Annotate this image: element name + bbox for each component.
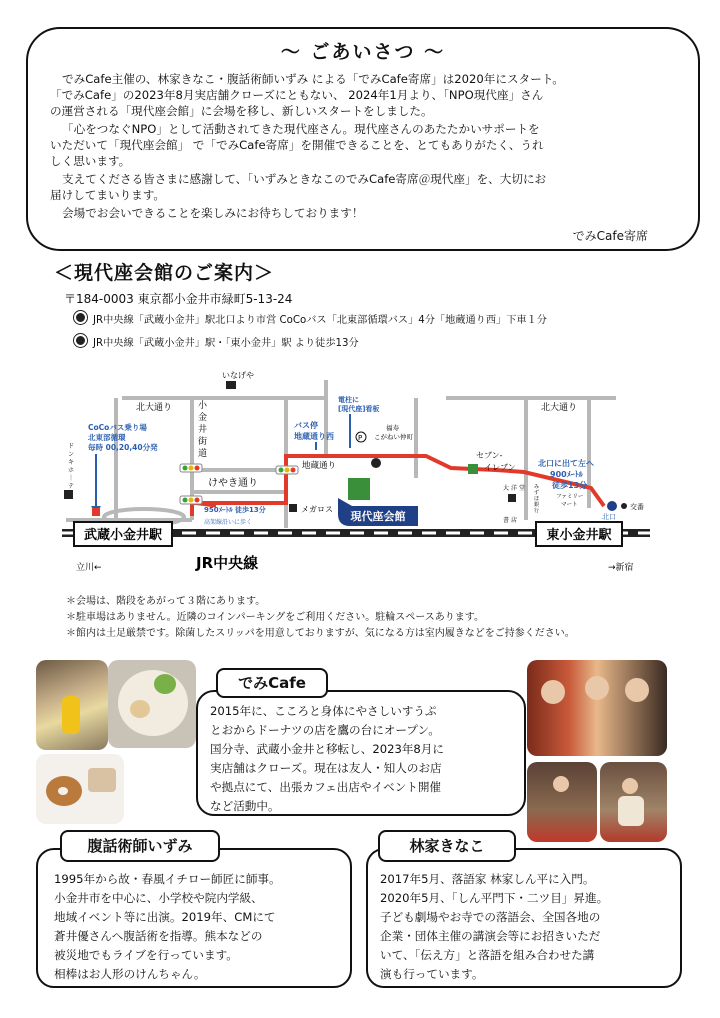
access-text: JR中央線「武蔵小金井」駅北口より市営 CoCoバス「北東部循環バス」4分「地蔵通り西」下車１分 [93, 315, 547, 326]
label-line: 福寿 [386, 424, 399, 432]
donut-hole [58, 787, 68, 795]
takagaki-note: 高架線沿いに歩く [204, 519, 253, 526]
label-char: ド [68, 443, 75, 450]
kinako-line: 2020年5月、「しん平門下・二ツ目」昇進。 [380, 891, 609, 905]
salad-shape [154, 674, 176, 694]
light [189, 498, 194, 503]
donki-marker [64, 490, 73, 499]
rakugo-photo [600, 762, 667, 842]
face-shape [541, 680, 565, 704]
greeting-line: の運営される「現代座会館」に会場を移し、新しいスタートをしました。 [50, 104, 433, 118]
label-line: 北口に出て左へ [538, 459, 594, 468]
inageya-label: いなげや [222, 371, 254, 380]
demi-cafe-line: 実店舗はクローズ。現在は友人・知人のお店 [210, 761, 442, 775]
greeting-signature: でみCafe寄席 [572, 229, 648, 243]
greeting-line: 届けしてまいります。 [50, 188, 166, 202]
bullet-icon [74, 311, 87, 324]
label-char: 堂 [519, 485, 526, 492]
bullet-icon [74, 334, 87, 347]
bus-stop-marker [92, 508, 100, 516]
light [189, 466, 194, 471]
shinjuku-label: →新宿 [608, 563, 634, 573]
izumi-line: 地域イベント等に出演。2019年、CMにて [54, 910, 276, 924]
label-line: セブン- [476, 451, 503, 460]
jizo-dori-label: 地蔵通り [302, 461, 337, 471]
inageya-marker [226, 381, 236, 389]
figurine-shape [62, 696, 80, 734]
venue-address: 〒184-0003 東京都小金井市緑町5-13-24 [64, 292, 293, 306]
demi-cafe-tag: でみCafe [216, 668, 328, 698]
greeting-line: 支えてくださる皆さまに感謝して、「いずみときなこのでみCafe寄席＠現代座」を、大切にお [62, 172, 547, 186]
greeting-line: 「でみCafe」の2023年8月実店舗クローズにともない、 2024年1月より、「NPO現代座」さん [50, 88, 544, 102]
label-line: バス停 [294, 421, 318, 430]
greeting-line: 「心をつなぐNPO」として活動されてきた現代座さん。現代座さんのあたたかいサポートを [62, 122, 540, 136]
walk-distance-west: 950ﾒｰﾄﾙ 徒歩13分 [204, 506, 266, 514]
kinako-line: 演も行っています。 [380, 967, 484, 981]
higashi-koganei-label: 東小金井駅 [546, 528, 612, 543]
label-line: 電柱に [338, 396, 359, 404]
face-shape [585, 676, 609, 700]
label-line: 地蔵通り西 [294, 432, 334, 441]
label-char: 洋 [511, 485, 518, 492]
face-shape [622, 778, 638, 794]
label-char: ほ [534, 496, 540, 502]
label-line: 徒歩13分 [552, 481, 588, 490]
megalos-label: メガロス [301, 505, 333, 514]
face-shape [625, 678, 649, 702]
venue-label: 現代座会館 [350, 510, 406, 523]
jr-chuo-label: JR中央線 [196, 554, 259, 572]
izumi-line: 蒼井優さんへ腹話術を指導。熊本などの [54, 929, 263, 943]
donki-label [68, 443, 74, 490]
label-char: テ [68, 483, 75, 490]
label-char: 小 [198, 401, 208, 411]
venue-building-icon [348, 478, 370, 500]
greeting-title: 〜 ごあいさつ 〜 [280, 41, 446, 63]
musashi-koganei-label: 武蔵小金井駅 [83, 528, 163, 543]
izumi-line: 1995年から故・春風イチロー師匠に師事。 [54, 872, 281, 886]
food-photo [108, 660, 196, 748]
izumi-tag: 腹話術師いずみ [60, 830, 220, 862]
label-line: こがねい仲町 [374, 433, 413, 441]
label-char: 大 [503, 485, 510, 492]
label-char: 行 [534, 508, 540, 514]
kimono-shape [618, 796, 644, 826]
plate-shape [118, 670, 188, 736]
cafe-photo [36, 660, 108, 750]
label-line: 北東部循環 [88, 433, 126, 442]
north-exit-marker [607, 501, 617, 511]
kitaguchi-label: 北口 [602, 513, 616, 521]
greeting-line: 会場でお会いできることを楽しみにお待ちしております！ [62, 206, 364, 220]
access-item [74, 334, 359, 349]
label-line: [現代座]看板 [338, 405, 380, 413]
label-char: 店 [511, 517, 518, 524]
keyaki-dori-label: けやき通り [208, 478, 258, 489]
label-line: CoCoバス乗り場 [88, 423, 147, 432]
label-char: ン [68, 451, 75, 458]
label-line: マート [561, 502, 578, 508]
label-char: 井 [198, 425, 208, 435]
light [279, 468, 284, 473]
cup-shape [88, 768, 116, 792]
label-char: 街 [198, 437, 208, 447]
label-char: ず [534, 490, 540, 496]
demi-cafe-line: や拠点にて、出張カフェ出店やイベント開催 [210, 780, 442, 794]
label-char: キ [68, 459, 75, 466]
label-char: 銀 [534, 502, 540, 508]
parking-icon-glyph: P [358, 434, 363, 442]
note: ＊駐車場はありません。近隣のコインパーキングをご利用ください。駐輪スペースあります。 [66, 612, 484, 623]
light [285, 468, 290, 473]
izumi-line: 被災地でもライブを行っています。 [54, 948, 238, 962]
greeting-line: でみCafe主催の、林家きなこ・腹話術師いずみ による「でみCafe寄席」は2020年にスタート。 [62, 72, 564, 86]
label-line: 900ﾒｰﾄﾙ [550, 470, 583, 479]
izumi-line: 相棒はお人形のけんちゃん。 [54, 967, 206, 981]
kinako-line: 企業・団体主催の講演会等にお招きいただ [380, 929, 601, 943]
mizuho-label [534, 484, 539, 514]
face-shape [553, 776, 569, 792]
label-char: 道 [198, 449, 208, 459]
note: ＊館内は土足厳禁です。除菌したスリッパを用意しておりますが、気になる方は室内履きなどをご持参ください。 [66, 628, 575, 639]
kitaodori-left-label: 北大通り [136, 403, 173, 413]
megalos-marker [289, 504, 297, 512]
greeting-box [26, 27, 700, 251]
light [195, 466, 200, 471]
demi-cafe-line: など活動中。 [210, 799, 280, 813]
label-char: ホ [68, 467, 75, 474]
kinako-line: 子ども劇場やお寺での落語会、全国各地の [380, 910, 601, 924]
kinako-line: いて、「伝え方」と落語を組み合わせた講 [380, 948, 595, 962]
koban-marker [621, 503, 627, 509]
demi-cafe-line: 2015年に、こころと身体にやさしいすうぷ [210, 704, 437, 718]
ventriloquist-photo [527, 762, 597, 842]
koganei-kaido-label [198, 399, 208, 459]
label-line: 毎時 00,20,40分発 [88, 443, 158, 452]
label-char: み [534, 484, 540, 490]
label-line: ファミリー [556, 494, 584, 500]
label-line: イレブン [484, 463, 516, 472]
label-char: ｜ [68, 475, 75, 482]
soup-shape [130, 700, 150, 718]
access-text: JR中央線「武蔵小金井」駅・「東小金井」駅 より徒歩13分 [93, 338, 359, 349]
label-char: 書 [503, 517, 510, 524]
light [183, 466, 188, 471]
demi-cafe-line: とおからドーナツの店を鷹の台にオープン。 [210, 723, 440, 737]
light [291, 468, 296, 473]
greeting-line: いただいて「現代座会館」 で「でみCafe寄席」を開催できることを、とてもありがたく、うれ [50, 138, 544, 152]
donut-photo [36, 754, 124, 824]
note: ＊会場は、階段をあがって３階にあります。 [66, 596, 266, 607]
performers-photo [527, 660, 667, 756]
demi-cafe-line: 国分寺、武蔵小金井と移転し、2023年8月に [210, 742, 444, 756]
greeting-line: しく思います。 [50, 154, 131, 168]
kinako-tag: 林家きなこ [378, 830, 516, 862]
fukuju-marker [371, 458, 381, 468]
kinako-line: 2017年5月、落語家 林家しん平に入門。 [380, 872, 595, 886]
label-char: 金 [198, 413, 208, 423]
koban-label: 交番 [630, 503, 644, 511]
access-item [74, 311, 547, 326]
tachikawa-label: 立川← [76, 563, 102, 573]
venue-heading: ＜現代座会館のご案内＞ [54, 262, 275, 284]
access-map [56, 358, 658, 590]
light [195, 498, 200, 503]
izumi-line: 小金井市を中心に、小学校や院内学級、 [54, 891, 263, 905]
taiyodo-marker [508, 494, 516, 502]
seven-eleven-icon [468, 464, 478, 474]
light [183, 498, 188, 503]
kitaodori-right-label: 北大通り [541, 403, 578, 413]
